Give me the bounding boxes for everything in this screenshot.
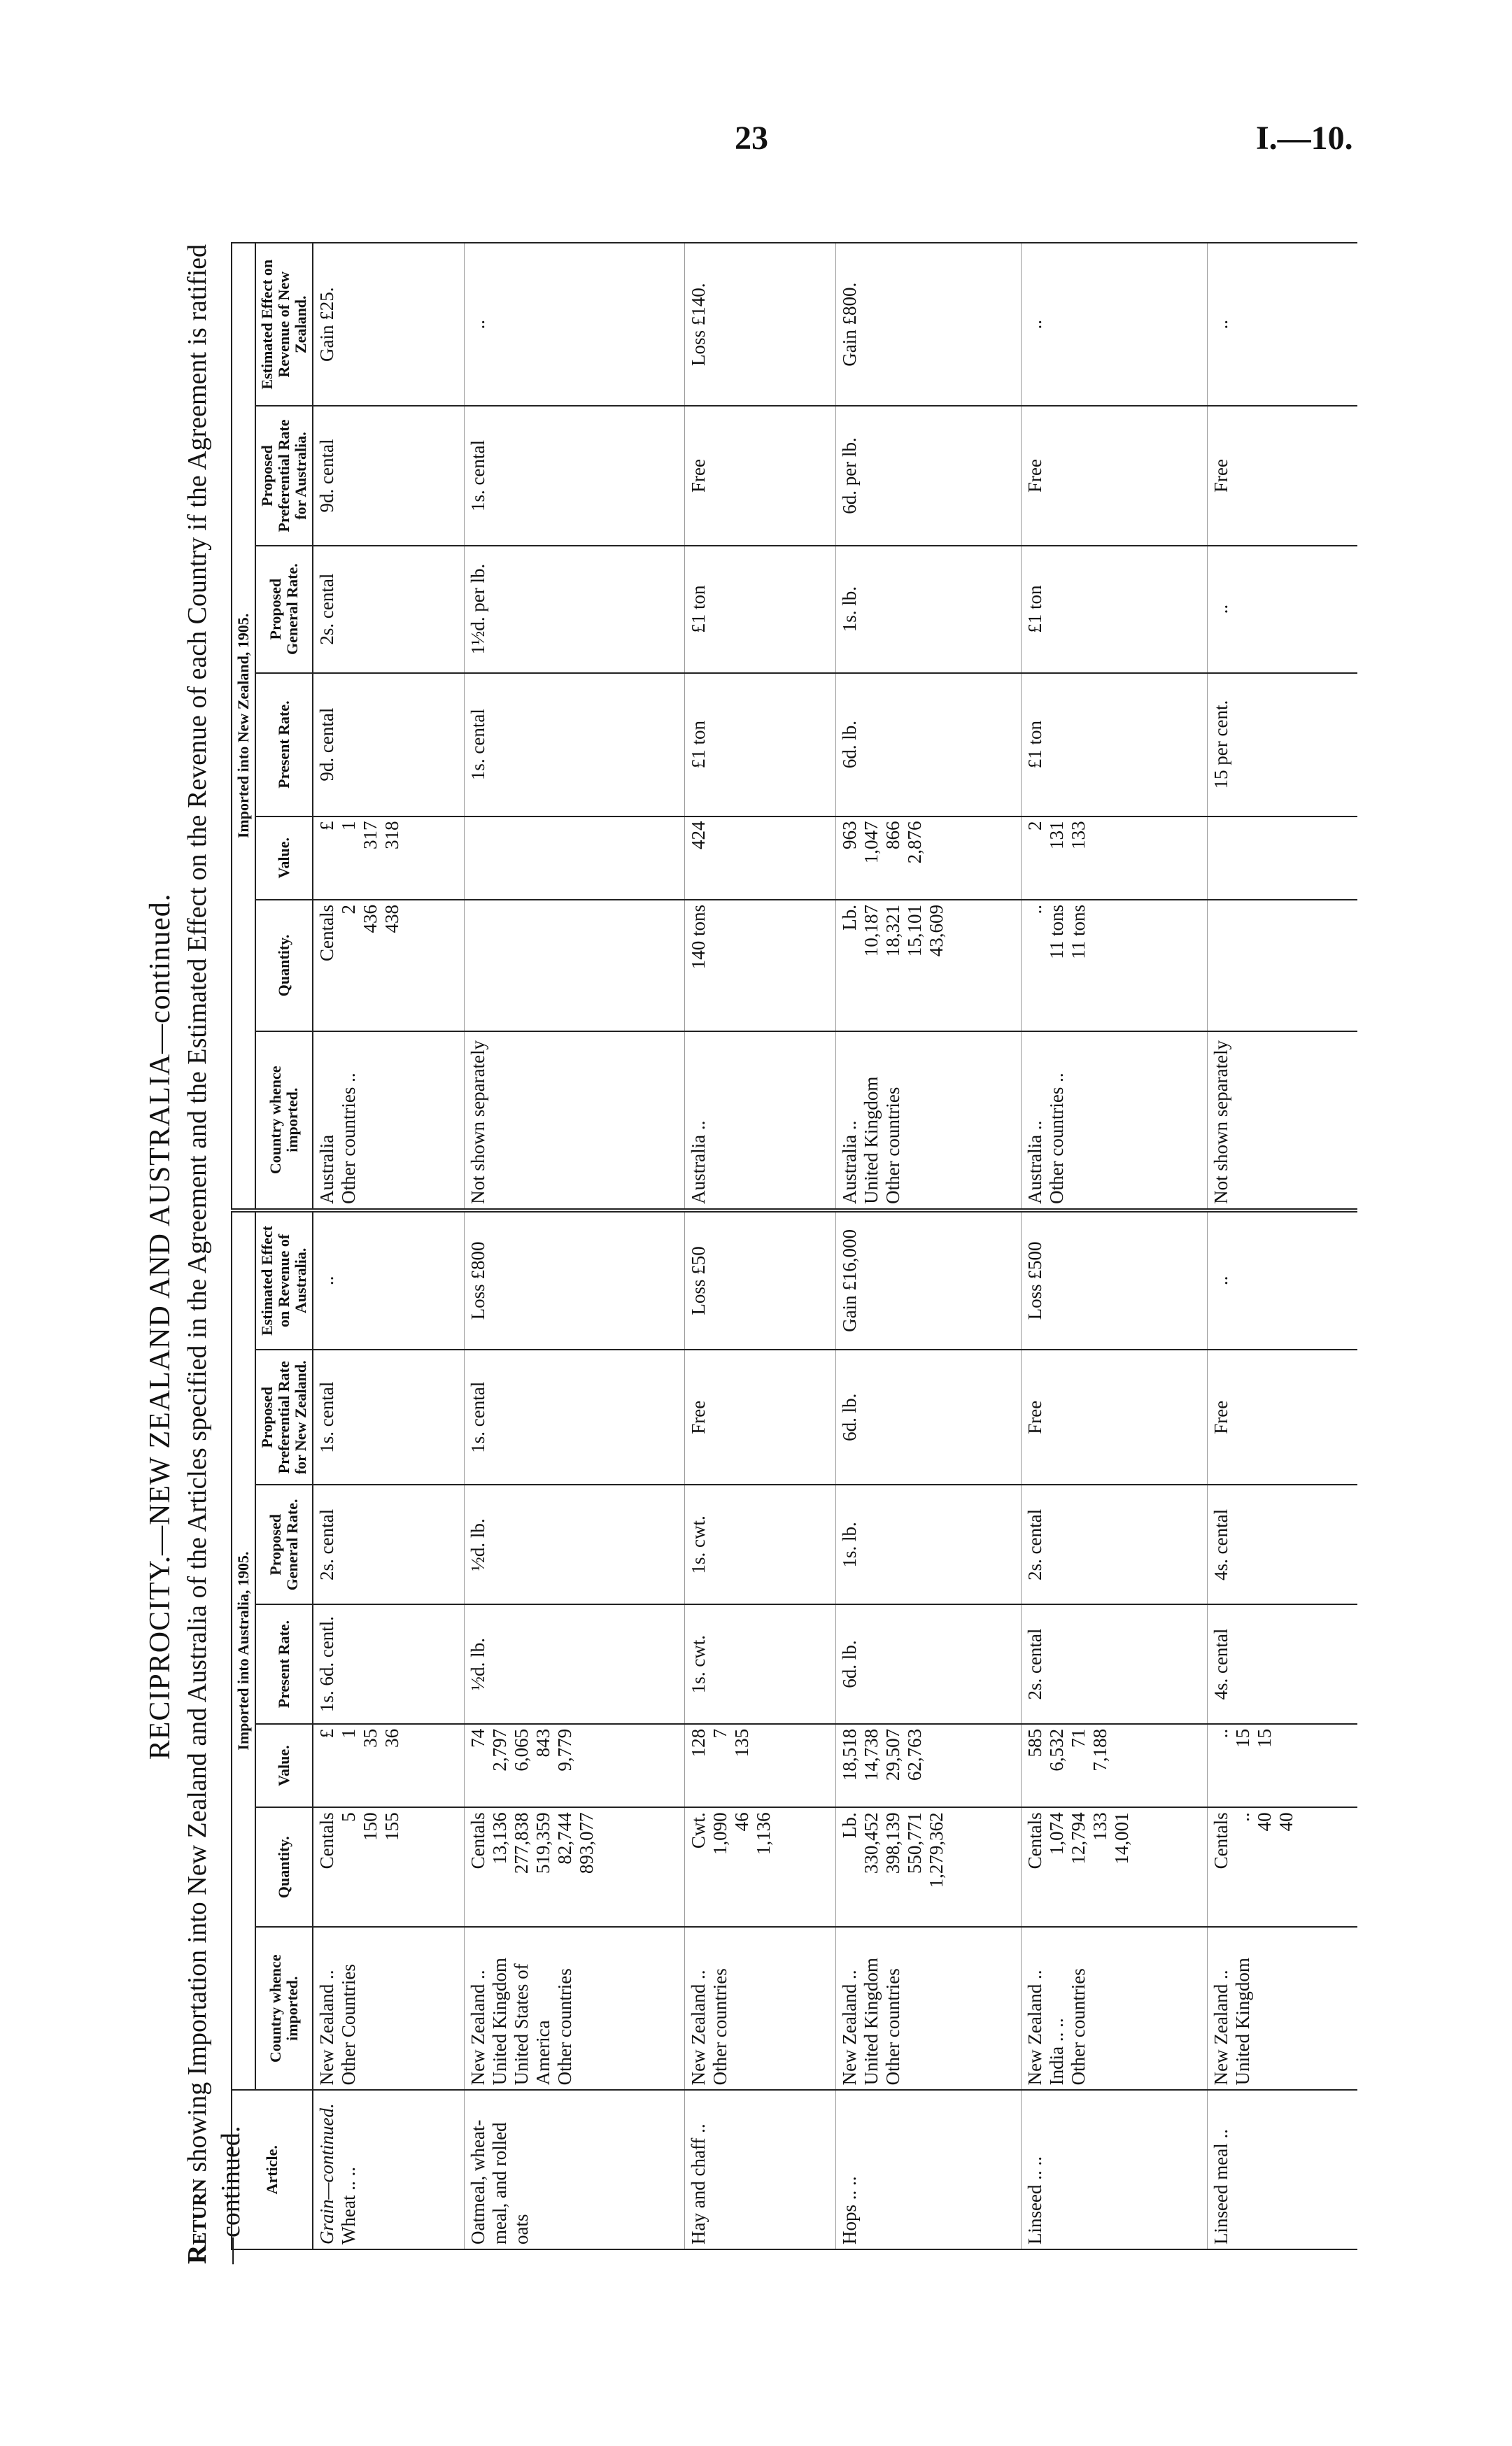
col-general-rate-au: Proposed General Rate. (255, 1485, 313, 1605)
nz-country-cell-line: Australia (316, 1134, 337, 1204)
au-country-cell-line: United Kingdom (488, 1958, 510, 2086)
group-australia: Imported into Australia, 1905. (232, 1210, 255, 2091)
au-country-cell (835, 1927, 1022, 2090)
au-quantity-cell-line: 82,744 (553, 1812, 575, 1865)
nz-quantity-cell-line: 438 (381, 905, 402, 933)
au-present-rate-cell: 6d. lb. (835, 1604, 1022, 1724)
au-present-rate-cell: 1s. cwt. (685, 1604, 835, 1724)
article-cell (1022, 2090, 1208, 2249)
nz-value-cell-line: 2,876 (903, 821, 925, 864)
nz-country-cell-line: Australia .. (1024, 1120, 1046, 1204)
nz-present-rate-cell: £1 ton (1022, 673, 1208, 816)
au-country-cell (1207, 1927, 1357, 2090)
au-present-rate-cell: 4s. cental (1207, 1604, 1357, 1724)
au-quantity-cell-line: 40 (1275, 1812, 1296, 1832)
au-quantity-cell-line: 150 (360, 1812, 381, 1841)
au-quantity-cell-line: 12,794 (1068, 1812, 1089, 1865)
article-cell (835, 2090, 1022, 2249)
nz-country-cell (835, 1031, 1022, 1210)
article-cell-line: Wheat .. .. (338, 2167, 359, 2244)
nz-quantity-cell-line: 11 tons (1068, 905, 1089, 959)
article-cell-line: Linseed meal .. (1210, 2129, 1231, 2244)
au-value-cell-line: 585 (1024, 1728, 1046, 1758)
nz-country-cell-line: Australia .. (688, 1120, 709, 1204)
col-general-rate-nz: Proposed General Rate. (255, 546, 313, 673)
nz-value-cell-line: 1 (338, 821, 359, 831)
nz-value-cell (1207, 816, 1357, 900)
nz-country-cell-line: Other countries (882, 1087, 903, 1204)
nz-quantity-cell (835, 900, 1022, 1031)
nz-value-cell-line: 318 (381, 821, 402, 850)
au-value-cell (313, 1724, 464, 1807)
au-country-cell-line: New Zealand .. (1210, 1970, 1231, 2086)
au-value-cell-line: 29,507 (882, 1728, 903, 1781)
article-cell (1207, 2090, 1357, 2249)
au-value-cell-line: 74 (467, 1728, 488, 1748)
au-country-cell-line: New Zealand .. (688, 1970, 709, 2086)
nz-general-rate-cell: 2s. cental (313, 546, 464, 673)
nz-effect-cell: .. (464, 243, 685, 406)
au-quantity-cell-line: Centals (316, 1812, 337, 1869)
au-quantity-cell (464, 1807, 685, 1927)
nz-pref-rate-cell: Free (1207, 406, 1357, 545)
au-effect-cell: Loss £500 (1022, 1210, 1208, 1350)
nz-country-cell (313, 1031, 464, 1210)
nz-quantity-cell-line: 140 tons (688, 905, 709, 970)
au-country-cell-line: Other countries (709, 1968, 731, 2086)
au-quantity-cell-line: 46 (731, 1812, 753, 1832)
nz-present-rate-cell: 15 per cent. (1207, 673, 1357, 816)
table-row (685, 243, 835, 2249)
au-general-rate-cell: 1s. lb. (835, 1485, 1022, 1605)
au-quantity-cell-line: 277,838 (510, 1812, 532, 1874)
col-present-rate-au: Present Rate. (255, 1604, 313, 1724)
col-effect-au: Estimated Effect on Revenue of Australia. (255, 1210, 313, 1350)
au-quantity-cell-line: 1,279,362 (925, 1812, 947, 1888)
au-quantity-cell-line: 1,136 (753, 1812, 775, 1855)
au-quantity-cell-line: 893,077 (575, 1812, 597, 1874)
au-country-cell (464, 1927, 685, 2090)
nz-general-rate-cell: 1s. lb. (835, 546, 1022, 673)
nz-pref-rate-cell: Free (1022, 406, 1208, 545)
au-value-cell-line: 35 (360, 1728, 381, 1748)
au-country-cell-line: New Zealand .. (316, 1970, 337, 2086)
article-cell-line: Hay and chaff .. (688, 2123, 709, 2244)
au-quantity-cell-line: 1,074 (1046, 1812, 1068, 1855)
au-pref-rate-cell: Free (1207, 1350, 1357, 1485)
au-general-rate-cell: 2s. cental (1022, 1485, 1208, 1605)
nz-country-cell-line: Not shown separately (467, 1040, 488, 1204)
nz-value-cell-line: 133 (1068, 821, 1089, 850)
au-value-cell (835, 1724, 1022, 1807)
nz-value-cell-line: 317 (360, 821, 381, 850)
nz-country-cell-line: Other countries .. (338, 1073, 359, 1204)
table-row (313, 243, 464, 2249)
nz-effect-cell: .. (1207, 243, 1357, 406)
article-cell-line: Oatmeal, wheat- (467, 2119, 488, 2244)
article-cell-line: Linseed .. .. (1024, 2156, 1046, 2244)
nz-present-rate-cell: 6d. lb. (835, 673, 1022, 816)
nz-quantity-cell-line: 43,609 (925, 905, 947, 957)
au-effect-cell: Gain £16,000 (835, 1210, 1022, 1350)
au-pref-rate-cell: Free (1022, 1350, 1208, 1485)
article-cell (685, 2090, 835, 2249)
nz-country-cell (1207, 1031, 1357, 1210)
nz-country-cell (464, 1031, 685, 1210)
nz-quantity-cell-line: 2 (338, 905, 359, 914)
nz-pref-rate-cell: Free (685, 406, 835, 545)
au-value-cell (1207, 1724, 1357, 1807)
au-effect-cell: Loss £800 (464, 1210, 685, 1350)
nz-value-cell-line: 866 (882, 821, 903, 850)
au-value-cell-line: 15 (1231, 1728, 1253, 1748)
au-quantity-cell-line: 40 (1253, 1812, 1275, 1832)
au-country-cell-line: New Zealand .. (838, 1970, 860, 2086)
col-value-au: Value. (255, 1724, 313, 1807)
col-value-nz: Value. (255, 816, 313, 900)
au-quantity-cell (1022, 1807, 1208, 1927)
nz-quantity-cell-line: Centals (316, 905, 337, 961)
article-cell-line: oats (510, 2214, 532, 2244)
nz-quantity-cell-line: 10,187 (860, 905, 882, 957)
nz-value-cell (464, 816, 685, 900)
au-pref-rate-cell: 1s. cental (464, 1350, 685, 1485)
au-quantity-cell-line: 14,001 (1111, 1812, 1133, 1865)
nz-value-cell (685, 816, 835, 900)
au-pref-rate-cell: 1s. cental (313, 1350, 464, 1485)
au-value-cell-line: 7,188 (1089, 1728, 1111, 1772)
au-value-cell-line: 1 (338, 1728, 359, 1739)
article-cell (313, 2090, 464, 2249)
nz-present-rate-cell: 9d. cental (313, 673, 464, 816)
au-quantity-cell (1207, 1807, 1357, 1927)
au-present-rate-cell: 2s. cental (1022, 1604, 1208, 1724)
au-value-cell (1022, 1724, 1208, 1807)
nz-present-rate-cell: £1 ton (685, 673, 835, 816)
return-word: Return (183, 2179, 212, 2264)
au-quantity-cell-line: 13,136 (488, 1812, 510, 1865)
nz-quantity-cell-line: Lb. (838, 905, 860, 931)
group-new-zealand: Imported into New Zealand, 1905. (232, 243, 255, 1210)
au-country-cell-line: India .. .. (1046, 2018, 1068, 2086)
nz-country-cell-line: Not shown separately (1210, 1040, 1231, 1204)
article-cell-line: Hops .. .. (838, 2176, 860, 2244)
au-value-cell (685, 1724, 835, 1807)
au-value-cell-line: 843 (532, 1728, 553, 1758)
au-effect-cell: .. (1207, 1210, 1357, 1350)
col-country-nz: Country whence imported. (255, 1031, 313, 1210)
nz-present-rate-cell: 1s. cental (464, 673, 685, 816)
au-value-cell-line: 2,797 (488, 1728, 510, 1772)
nz-pref-rate-cell: 6d. per lb. (835, 406, 1022, 545)
nz-quantity-cell-line: 15,101 (903, 905, 925, 957)
au-present-rate-cell: 1s. 6d. centl. (313, 1604, 464, 1724)
au-quantity-cell-line: Cwt. (688, 1812, 709, 1849)
nz-value-cell-line: 424 (688, 821, 709, 850)
article-cell-line: meal, and rolled (488, 2122, 510, 2244)
nz-value-cell-line: 2 (1024, 821, 1046, 831)
au-value-cell-line: 71 (1068, 1728, 1089, 1748)
au-country-cell-line: New Zealand .. (467, 1970, 488, 2086)
au-quantity-cell (835, 1807, 1022, 1927)
document-title: RECIPROCITY.—NEW ZEALAND AND AUSTRALIA—continued. (144, 893, 176, 1760)
au-value-cell-line: 36 (381, 1728, 402, 1748)
au-general-rate-cell: 2s. cental (313, 1485, 464, 1605)
nz-value-cell (835, 816, 1022, 900)
au-quantity-cell-line: 330,452 (860, 1812, 882, 1874)
nz-general-rate-cell: £1 ton (685, 546, 835, 673)
nz-general-rate-cell: 1½d. per lb. (464, 546, 685, 673)
au-value-cell-line: 135 (731, 1728, 753, 1758)
col-country-au: Country whence imported. (255, 1927, 313, 2090)
table-row (1207, 243, 1357, 2249)
table-row (464, 243, 685, 2249)
au-quantity-cell-line: 155 (381, 1812, 402, 1841)
table-body (313, 243, 1357, 2249)
au-value-cell-line: £ (316, 1728, 337, 1739)
nz-effect-cell: Loss £140. (685, 243, 835, 406)
au-country-cell (1022, 1927, 1208, 2090)
au-quantity-cell-line: 550,771 (903, 1812, 925, 1874)
col-quantity-nz: Quantity. (255, 900, 313, 1031)
au-quantity-cell-line: 1,090 (709, 1812, 731, 1855)
au-value-cell-line: 18,518 (838, 1728, 860, 1781)
au-country-cell-line: New Zealand .. (1024, 1970, 1046, 2086)
table-row (835, 243, 1022, 2249)
au-country-cell-line: America (532, 2020, 553, 2086)
au-general-rate-cell: 1s. cwt. (685, 1485, 835, 1605)
page-number: 23 (735, 120, 768, 157)
au-quantity-cell-line: Centals (467, 1812, 488, 1869)
au-quantity-cell (313, 1807, 464, 1927)
au-quantity-cell-line: 398,139 (882, 1812, 903, 1874)
au-value-cell-line: 7 (709, 1728, 731, 1739)
nz-quantity-cell-line: 11 tons (1046, 905, 1068, 959)
nz-country-cell-line: United Kingdom (860, 1076, 882, 1204)
au-country-cell-line: Other Countries (338, 1964, 359, 2086)
nz-quantity-cell (1207, 900, 1357, 1031)
au-value-cell-line: .. (1210, 1728, 1231, 1739)
au-value-cell-line: 15 (1253, 1728, 1275, 1748)
au-quantity-cell-line: 5 (338, 1812, 359, 1822)
au-value-cell-line: 128 (688, 1728, 709, 1758)
nz-value-cell (313, 816, 464, 900)
subtitle-text: showing Importation into New Zealand and Australia of the Articles specified in the Agreement and the Estimated Effect on the Revenue of each Country if the Agreement is ratified—continued. (183, 243, 246, 2264)
col-pref-rate-nz: Proposed Preferential Rate for Australia. (255, 406, 313, 545)
au-value-cell-line: 9,779 (553, 1728, 575, 1772)
au-quantity-cell-line: .. (1231, 1812, 1253, 1822)
au-quantity-cell-line: 519,359 (532, 1812, 553, 1874)
nz-country-cell (1022, 1031, 1208, 1210)
reciprocity-table (231, 242, 1357, 2250)
au-value-cell-line: 62,763 (903, 1728, 925, 1781)
col-article: Article. (232, 2090, 313, 2249)
au-general-rate-cell: ½d. lb. (464, 1485, 685, 1605)
table-row (1022, 243, 1208, 2249)
au-country-cell-line: United States of (510, 1963, 532, 2086)
au-value-cell-line: 14,738 (860, 1728, 882, 1781)
au-country-cell (313, 1927, 464, 2090)
nz-value-cell (1022, 816, 1208, 900)
au-country-cell-line: Other countries (1068, 1968, 1089, 2086)
au-pref-rate-cell: 6d. lb. (835, 1350, 1022, 1485)
au-pref-rate-cell: Free (685, 1350, 835, 1485)
au-country-cell-line: United Kingdom (1231, 1958, 1253, 2086)
nz-country-cell (685, 1031, 835, 1210)
nz-value-cell-line: 131 (1046, 821, 1068, 850)
au-effect-cell: Loss £50 (685, 1210, 835, 1350)
au-value-cell-line: 6,532 (1046, 1728, 1068, 1772)
col-effect-nz: Estimated Effect on Revenue of New Zealand. (255, 243, 313, 406)
nz-value-cell-line: 963 (838, 821, 860, 850)
paper-reference: I.—10. (1256, 120, 1353, 157)
au-country-cell (685, 1927, 835, 2090)
nz-effect-cell: Gain £25. (313, 243, 464, 406)
au-quantity-cell-line: Lb. (838, 1812, 860, 1839)
nz-effect-cell: Gain £800. (835, 243, 1022, 406)
col-pref-rate-au: Proposed Preferential Rate for New Zealand. (255, 1350, 313, 1485)
au-country-cell-line: United Kingdom (860, 1958, 882, 2086)
col-present-rate-nz: Present Rate. (255, 673, 313, 816)
au-country-cell-line: Other countries (882, 1968, 903, 2086)
au-value-cell (464, 1724, 685, 1807)
au-present-rate-cell: ½d. lb. (464, 1604, 685, 1724)
au-value-cell-line: 6,065 (510, 1728, 532, 1772)
au-country-cell-line: Other countries (553, 1968, 575, 2086)
nz-value-cell-line: £ (316, 821, 337, 831)
nz-quantity-cell (1022, 900, 1208, 1031)
nz-country-cell-line: Other countries .. (1046, 1073, 1068, 1204)
nz-general-rate-cell: .. (1207, 546, 1357, 673)
col-quantity-au: Quantity. (255, 1807, 313, 1927)
nz-country-cell-line: Australia .. (838, 1120, 860, 1204)
nz-pref-rate-cell: 1s. cental (464, 406, 685, 545)
nz-quantity-cell (685, 900, 835, 1031)
au-quantity-cell-line: Centals (1210, 1812, 1231, 1869)
nz-pref-rate-cell: 9d. cental (313, 406, 464, 545)
nz-effect-cell: .. (1022, 243, 1208, 406)
nz-general-rate-cell: £1 ton (1022, 546, 1208, 673)
nz-quantity-cell (464, 900, 685, 1031)
au-quantity-cell (685, 1807, 835, 1927)
au-general-rate-cell: 4s. cental (1207, 1485, 1357, 1605)
nz-value-cell-line: 1,047 (860, 821, 882, 864)
rotated-content (0, 207, 1364, 2446)
nz-quantity-cell-line: 18,321 (882, 905, 903, 957)
article-cell (464, 2090, 685, 2249)
nz-quantity-cell-line: 436 (360, 905, 381, 933)
nz-quantity-cell-line: .. (1024, 905, 1046, 914)
au-quantity-cell-line: Centals (1024, 1812, 1046, 1869)
au-quantity-cell-line: 133 (1089, 1812, 1111, 1841)
nz-quantity-cell (313, 900, 464, 1031)
article-cell-line: Grain—continued. (316, 2103, 337, 2244)
au-effect-cell: .. (313, 1210, 464, 1350)
